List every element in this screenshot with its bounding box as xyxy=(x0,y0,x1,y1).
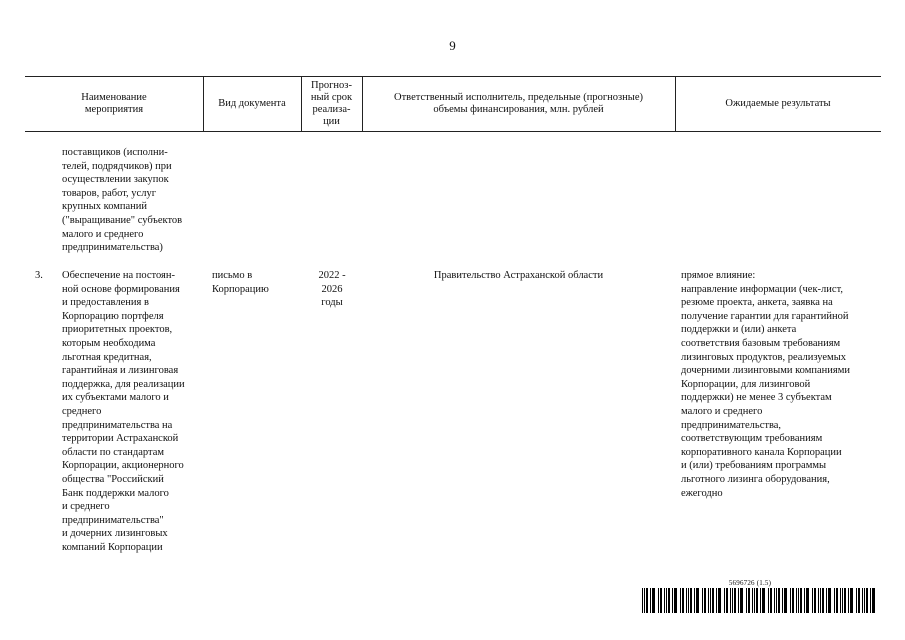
header-executor: Ответственный исполнитель, предельные (прогнозные) объемы финансирования, млн. рублей xyxy=(394,91,643,115)
row-results: прямое влияние: направление информации (чек-лист, резюме проекта, анкета, заявка на получение гарантии для гарантийной поддержки и (или) анкета соответствия базовым требованиям лизинговых продуктов, реализуемых дочерними лизинговыми компаниями Корпорации, для лизинговой поддержки) не менее 3 субъектам малого и среднего предпринимательства, соответствующим требованиям корпоративного канала Корпорации и (или) требованиям программы льготного лизинга оборудования, ежегодно xyxy=(681,270,850,499)
table-header-bottom-rule xyxy=(25,131,881,132)
barcode-number: 5696726 (1.5) xyxy=(728,579,772,587)
row-document-type: письмо в Корпорацию xyxy=(212,270,269,295)
page-number: 9 xyxy=(449,38,456,53)
row-executor: Правительство Астраханской области xyxy=(433,270,604,281)
row-event-name: Обеспечение на постоян- ной основе формирования и предоставления в Корпорацию портфеля приоритетных проектов, которым необходима льготная кредитная, гарантийная и лизинговая поддержка, для реализации их субъектами малого и среднего предпринимательства на территории Астраханской области по стандартам Корпорации, акционерного общества "Российский Банк поддержки малого и среднего предпринимательства" и дочерних лизинговых компаний Корпорации xyxy=(62,270,185,553)
continuation-text: поставщиков (исполни- телей, подрядчиков) при осуществлении закупок товаров, работ, услуг крупных компаний ("выращивание" субъектов малого и среднего предпринимательства) xyxy=(62,147,183,254)
header-term: Прогноз- ный срок реализа- ции xyxy=(310,79,353,127)
row-term: 2022 - 2026 годы xyxy=(318,270,346,309)
header-results: Ожидаемые результаты xyxy=(725,97,831,109)
row-number: 3. xyxy=(35,270,43,281)
barcode-icon xyxy=(642,588,880,613)
header-document-type: Вид документа xyxy=(218,97,286,109)
header-event-name: Наименование мероприятия xyxy=(81,91,147,115)
